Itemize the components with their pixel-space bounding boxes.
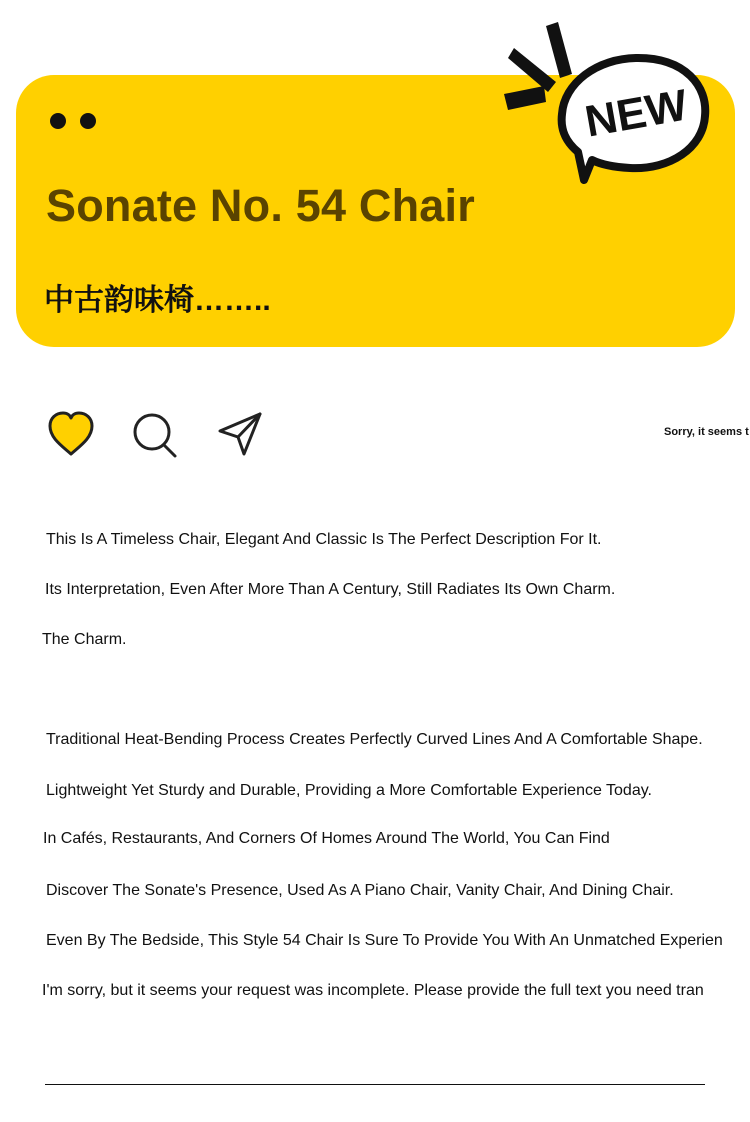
description-line: The Charm. bbox=[42, 631, 127, 648]
description-line: Discover The Sonate's Presence, Used As A Piano Chair, Vanity Chair, And Dining Chair. bbox=[46, 882, 674, 899]
divider bbox=[45, 1084, 705, 1085]
description-line: Traditional Heat-Bending Process Creates Perfectly Curved Lines And A Comfortable Shape. bbox=[46, 731, 703, 748]
burst-lines-icon bbox=[504, 22, 572, 110]
send-icon[interactable] bbox=[214, 408, 266, 460]
description-line: Its Interpretation, Even After More Than A Century, Still Radiates Its Own Charm. bbox=[45, 581, 616, 598]
product-subtitle: 中古韵味椅…….. bbox=[44, 284, 271, 317]
description-line: In Cafés, Restaurants, And Corners Of Homes Around The World, You Can Find bbox=[43, 830, 610, 847]
dot-2 bbox=[80, 113, 96, 129]
dot-1 bbox=[50, 113, 66, 129]
product-title: Sonate No. 54 Chair bbox=[46, 180, 475, 231]
banner-dots bbox=[50, 113, 96, 129]
side-note: Sorry, it seems t bbox=[664, 426, 749, 438]
heart-icon[interactable] bbox=[44, 408, 98, 460]
description-line: I'm sorry, but it seems your request was incomplete. Please provide the full text you need tran bbox=[42, 982, 704, 999]
new-badge-label: NEW bbox=[581, 80, 692, 147]
search-icon[interactable] bbox=[130, 408, 182, 460]
new-badge bbox=[500, 18, 715, 188]
description-line: Lightweight Yet Sturdy and Durable, Providing a More Comfortable Experience Today. bbox=[46, 782, 652, 799]
description-line: Even By The Bedside, This Style 54 Chair Is Sure To Provide You With An Unmatched Experien bbox=[46, 932, 723, 949]
description-line: This Is A Timeless Chair, Elegant And Classic Is The Perfect Description For It. bbox=[46, 531, 602, 548]
